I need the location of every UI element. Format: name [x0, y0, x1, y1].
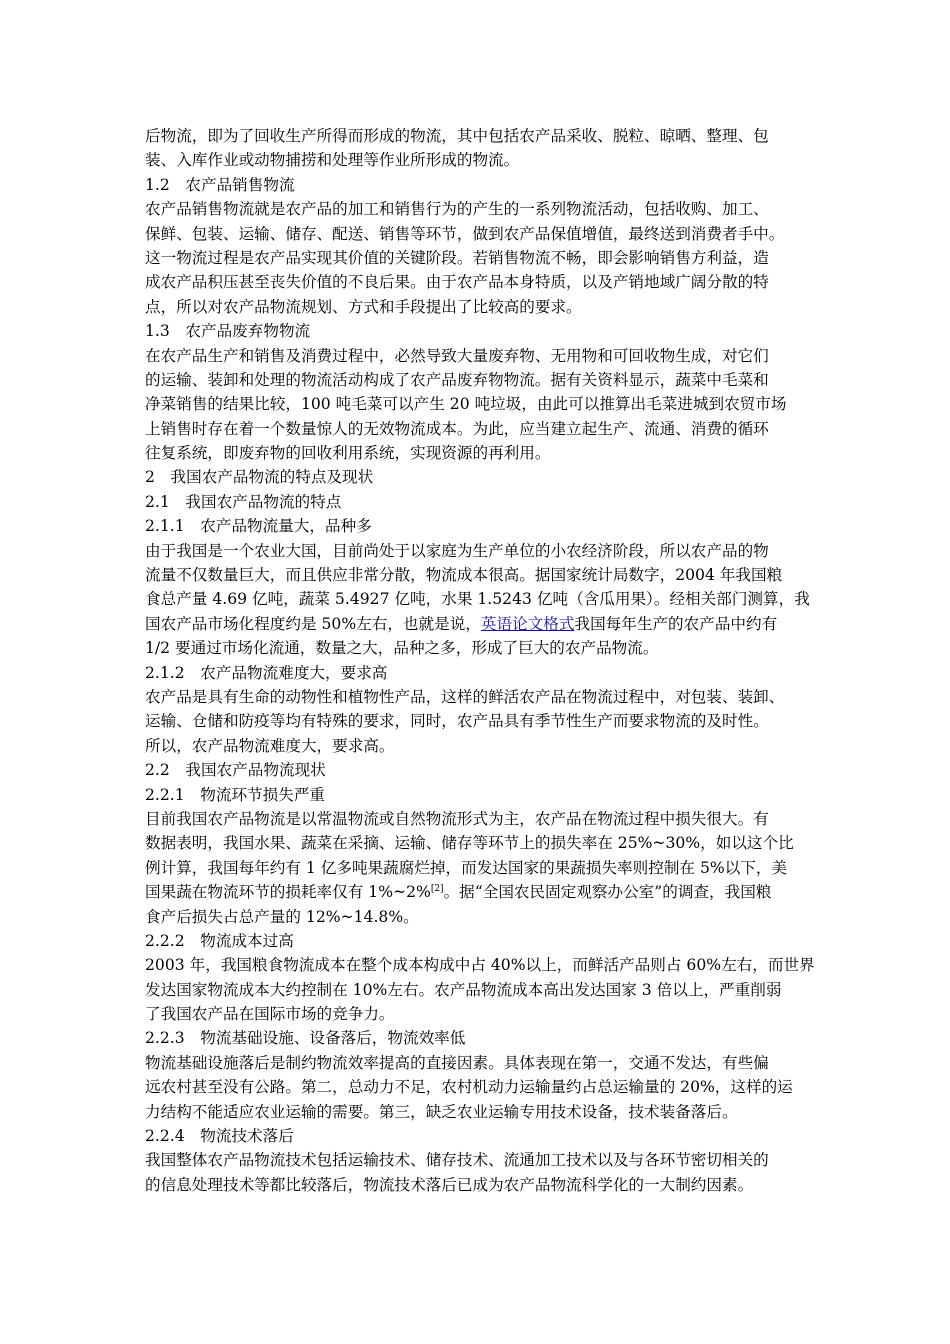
heading-2: 2 我国农产品物流的特点及现状: [145, 468, 374, 487]
text-line: 的信息处理技术等都比较落后，物流技术落后已成为农产品物流科学化的一大制约因素。: [145, 1175, 754, 1194]
english-paper-format-link[interactable]: 英语论文格式: [480, 614, 575, 633]
text-line: 力结构不能适应农业运输的需要。第三，缺乏农业运输专用技术设备，技术装备落后。: [145, 1102, 738, 1121]
document-page: [145, 124, 813, 1197]
text-line: 装、入库作业或动物捕捞和处理等作业所形成的物流。: [145, 151, 520, 170]
text-line: 发达国家物流成本大约控制在 10%左右。农产品物流成本高出发达国家 3 倍以上，严重削弱: [145, 980, 782, 999]
paragraph-post-harvest-logistics: [145, 124, 813, 173]
text-line: 食总产量 4.69 亿吨，蔬菜 5.4927 亿吨，水果 1.5243 亿吨（含瓜用果）。经相关部门测算，我: [145, 590, 810, 609]
paragraph-difficulty: [145, 685, 813, 758]
text-line: 农产品是具有生命的动物性和植物性产品，这样的鲜活农产品在物流过程中，对包装、装卸、: [145, 687, 785, 706]
text-line: 了我国农产品在国际市场的竞争力。: [145, 1005, 395, 1024]
text-line: [145, 880, 813, 904]
text-line: [145, 612, 813, 636]
heading-1-3: 1.3 农产品废弃物物流: [145, 322, 311, 341]
citation-ref: [2]: [430, 883, 444, 894]
text-line: 这一物流过程是农产品实现其价值的关键阶段。若销售物流不畅，即会影响销售方利益，造: [145, 248, 769, 267]
text-line: 净菜销售的结果比较，100 吨毛菜可以产生 20 吨垃圾，由此可以推算出毛菜进城到农贸市场: [145, 395, 787, 414]
text-line: 我国整体农产品物流技术包括运输技术、储存技术、流通加工技术以及与各环节密切相关的: [145, 1151, 769, 1170]
text-line: 1/2 要通过市场化流通，数量之大，品种之多，形成了巨大的农产品物流。: [145, 639, 659, 658]
heading-2-2-1: 2.2.1 物流环节损失严重: [145, 785, 326, 804]
text-line: 运输、仓储和防疫等均有特殊的要求，同时，农产品具有季节性生产而要求物流的及时性。: [145, 712, 769, 731]
heading-2-1: 2.1 我国农产品物流的特点: [145, 492, 342, 511]
text-line: 的运输、装卸和处理的物流活动构成了农产品废弃物物流。据有关资料显示，蔬菜中毛菜和: [145, 370, 769, 389]
text-line: 往复系统，即废弃物的回收利用系统，实现资源的再利用。: [145, 444, 551, 463]
heading-1-2: 1.2 农产品销售物流: [145, 175, 295, 194]
text-line: 保鲜、包装、运输、储存、配送、销售等环节，做到农产品保值增值，最终送到消费者手中。: [145, 224, 785, 243]
text-segment: 我国每年生产的农产品中约有: [574, 614, 778, 633]
heading-2-1-2: 2.1.2 农产品物流难度大，要求高: [145, 663, 388, 682]
text-line: 点，所以对农产品物流规划、方式和手段提出了比较高的要求。: [145, 297, 582, 316]
text-line: 2003 年，我国粮食物流成本在整个成本构成中占 40%以上，而鲜活产品则占 60%左右，而世界: [145, 956, 815, 975]
text-line: 由于我国是一个农业大国，目前尚处于以家庭为生产单位的小农经济阶段，所以农产品的物: [145, 541, 769, 560]
text-line: 农产品销售物流就是农产品的加工和销售行为的产生的一系列物流活动，包括收购、加工、: [145, 200, 769, 219]
heading-2-2: 2.2 我国农产品物流现状: [145, 761, 326, 780]
text-line: 远农村甚至没有公路。第二，总动力不足，农村机动力运输量约占总运输量的 20%，这样的运: [145, 1078, 793, 1097]
text-line: 食产后损失占总产量的 12%~14.8%。: [145, 907, 419, 926]
heading-2-2-3: 2.2.3 物流基础设施、设备落后，物流效率低: [145, 1029, 466, 1048]
paragraph-large-volume: [145, 539, 813, 661]
text-line: 后物流，即为了回收生产所得而形成的物流，其中包括农产品采收、脱粒、晾晒、整理、包: [145, 127, 769, 145]
text-segment: 国农产品市场化程度约是 50%左右，也就是说，: [145, 614, 481, 633]
text-line: 例计算，我国每年约有 1 亿多吨果蔬腐烂掉，而发达国家的果蔬损失率则控制在 5%以下，美: [145, 858, 788, 877]
paragraph-high-cost: [145, 953, 813, 1026]
text-line: 在农产品生产和销售及消费过程中，必然导致大量废弃物、无用物和可回收物生成，对它们: [145, 346, 769, 365]
text-line: 物流基础设施落后是制约物流效率提高的直接因素。具体表现在第一，交通不发达，有些偏: [145, 1053, 769, 1072]
paragraph-technology: [145, 1148, 813, 1197]
text-line: 流量不仅数量巨大，而且供应非常分散，物流成本很高。据国家统计局数字，2004 年我国粮: [145, 566, 783, 585]
paragraph-waste-logistics: [145, 344, 813, 466]
paragraph-infrastructure: [145, 1051, 813, 1124]
text-line: 上销售时存在着一个数量惊人的无效物流成本。为此，应当建立起生产、流通、消费的循环: [145, 419, 769, 438]
text-line: 所以，农产品物流难度大，要求高。: [145, 736, 395, 755]
text-line: 目前我国农产品物流是以常温物流或自然物流形式为主，农产品在物流过程中损失很大。有: [145, 809, 769, 828]
text-segment: 。据“全国农民固定观察办公室”的调查，我国粮: [443, 883, 772, 902]
text-segment: 国果蔬在物流环节的损耗率仅有 1%~2%: [145, 883, 431, 902]
heading-2-2-4: 2.2.4 物流技术落后: [145, 1127, 294, 1146]
text-line: 成农产品积压甚至丧失价值的不良后果。由于农产品本身特质，以及产销地域广阔分散的特: [145, 273, 769, 292]
paragraph-losses: [145, 807, 813, 929]
paragraph-sales-logistics: [145, 197, 813, 319]
text-line: 数据表明，我国水果、蔬菜在采摘、运输、储存等环节上的损失率在 25%~30%，如以这个比: [145, 834, 794, 853]
heading-2-2-2: 2.2.2 物流成本过高: [145, 931, 294, 950]
heading-2-1-1: 2.1.1 农产品物流量大，品种多: [145, 517, 372, 536]
